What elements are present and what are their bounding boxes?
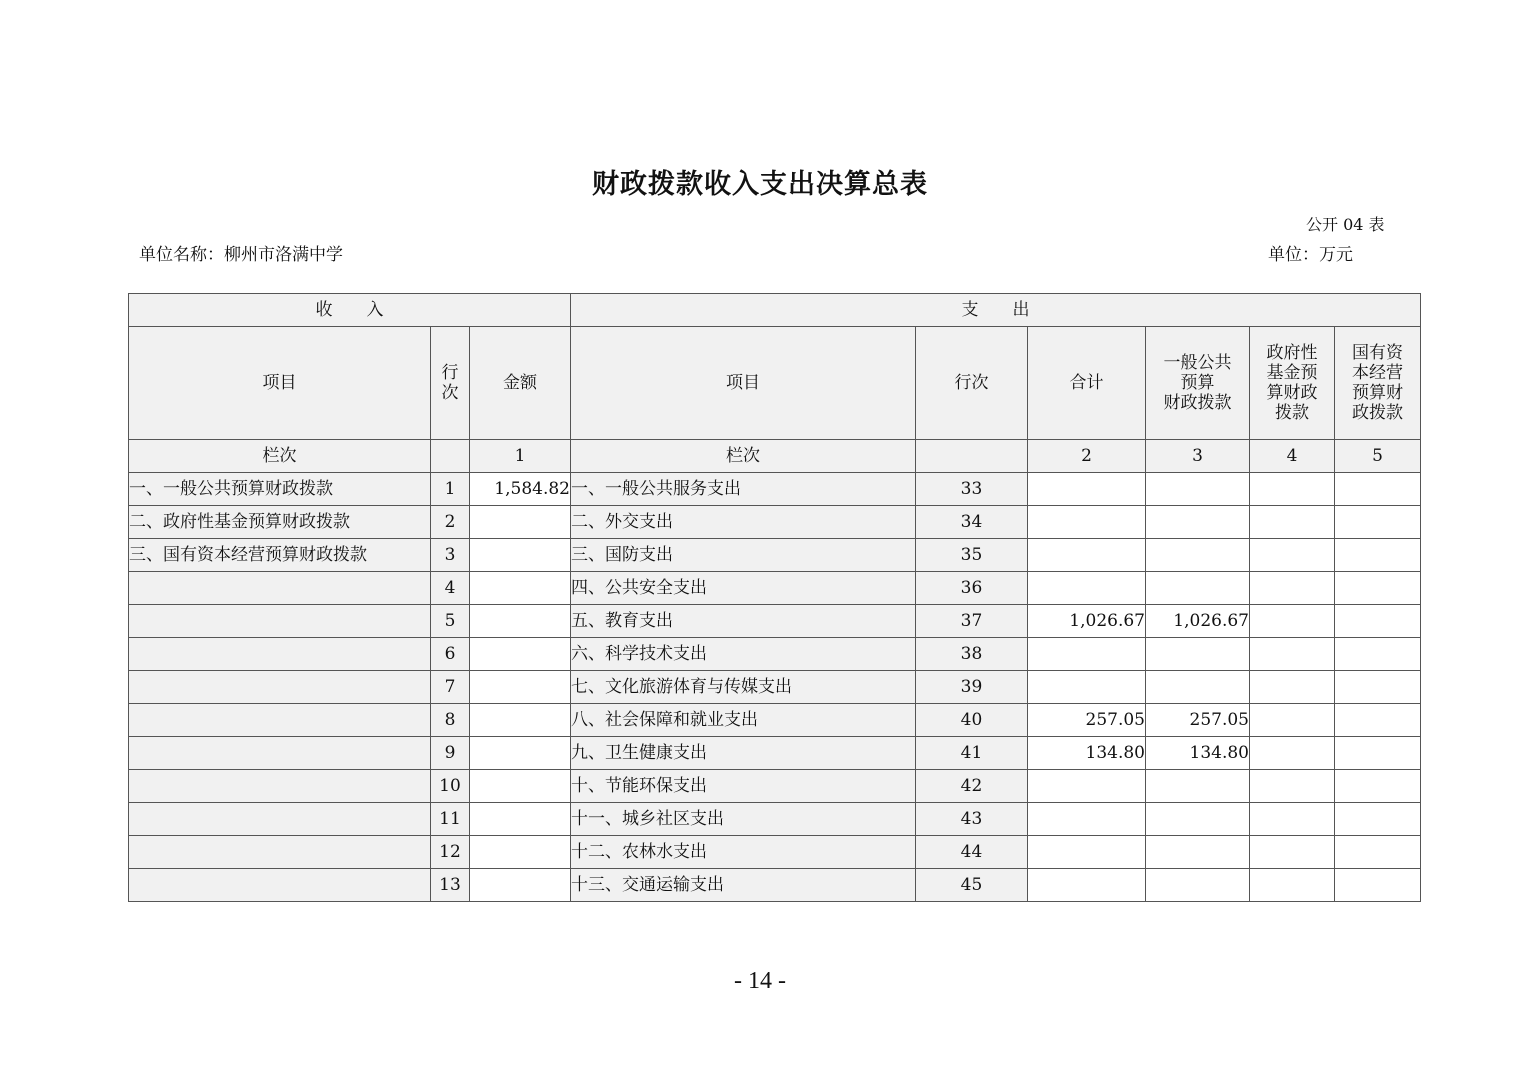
general-budget-cell <box>1146 473 1250 506</box>
general-budget-cell <box>1146 770 1250 803</box>
amount-cell <box>470 572 571 605</box>
income-item-cell <box>129 803 431 836</box>
gov-fund-cell <box>1250 605 1335 638</box>
header-part: 算财政 <box>1266 383 1318 403</box>
income-line-cell: 10 <box>431 770 470 803</box>
expense-header: 支 出 <box>571 294 1421 327</box>
general-budget-cell <box>1146 836 1250 869</box>
expense-line-cell: 44 <box>916 836 1028 869</box>
gov-fund-cell <box>1250 737 1335 770</box>
amount-cell <box>470 803 571 836</box>
total-cell: 257.05 <box>1028 704 1146 737</box>
col-number-4: 4 <box>1250 440 1335 473</box>
total-cell <box>1028 506 1146 539</box>
expense-item-cell: 六、科学技术支出 <box>571 638 916 671</box>
total-cell <box>1028 770 1146 803</box>
income-line-cell: 2 <box>431 506 470 539</box>
line-header-part: 行 <box>441 363 459 383</box>
table-row <box>129 770 1421 803</box>
state-capital-cell <box>1335 770 1421 803</box>
table-row <box>129 473 1421 506</box>
general-budget-cell: 134.80 <box>1146 737 1250 770</box>
col-label: 栏次 <box>129 440 431 473</box>
amount-cell <box>470 704 571 737</box>
gov-fund-header <box>1250 327 1335 440</box>
table-row <box>129 737 1421 770</box>
expense-item-cell: 八、社会保障和就业支出 <box>571 704 916 737</box>
state-capital-cell <box>1335 803 1421 836</box>
total-cell <box>1028 803 1146 836</box>
table-row <box>129 506 1421 539</box>
expense-item-cell: 十三、交通运输支出 <box>571 869 916 902</box>
header-row-columns <box>129 327 1421 440</box>
general-budget-header <box>1146 327 1250 440</box>
table-row <box>129 869 1421 902</box>
header-part: 预算财 <box>1352 383 1403 403</box>
expense-item-cell: 一、一般公共服务支出 <box>571 473 916 506</box>
table-row <box>129 605 1421 638</box>
expense-item-header: 项目 <box>571 327 916 440</box>
state-capital-cell <box>1335 539 1421 572</box>
unit-name: 单位名称：柳州市洛满中学 <box>139 245 343 265</box>
total-cell: 1,026.67 <box>1028 605 1146 638</box>
col-number-3: 3 <box>1146 440 1250 473</box>
line-header-part: 次 <box>441 383 459 403</box>
col-number-5: 5 <box>1335 440 1421 473</box>
income-item-cell: 三、国有资本经营预算财政拨款 <box>129 539 431 572</box>
general-budget-cell <box>1146 671 1250 704</box>
amount-cell <box>470 671 571 704</box>
income-item-cell: 二、政府性基金预算财政拨款 <box>129 506 431 539</box>
income-item-header: 项目 <box>129 327 431 440</box>
expense-item-cell: 十二、农林水支出 <box>571 836 916 869</box>
gov-fund-cell <box>1250 836 1335 869</box>
table-row <box>129 638 1421 671</box>
expense-line-cell: 45 <box>916 869 1028 902</box>
amount-cell <box>470 605 571 638</box>
income-item-cell <box>129 869 431 902</box>
gov-fund-cell <box>1250 803 1335 836</box>
income-line-cell: 8 <box>431 704 470 737</box>
total-cell <box>1028 473 1146 506</box>
state-capital-cell <box>1335 836 1421 869</box>
income-line-header <box>431 327 470 440</box>
header-part: 拨款 <box>1275 403 1309 423</box>
gov-fund-cell <box>1250 638 1335 671</box>
header-part: 财政拨款 <box>1163 393 1232 413</box>
header-part: 本经营 <box>1352 363 1403 383</box>
col-label-2: 栏次 <box>571 440 916 473</box>
general-budget-cell <box>1146 572 1250 605</box>
state-capital-header <box>1335 327 1421 440</box>
expense-item-cell: 五、教育支出 <box>571 605 916 638</box>
total-cell <box>1028 539 1146 572</box>
header-part: 预算 <box>1180 373 1215 393</box>
general-budget-cell: 257.05 <box>1146 704 1250 737</box>
table-row <box>129 572 1421 605</box>
expense-line-cell: 38 <box>916 638 1028 671</box>
header-part: 一般公共 <box>1163 353 1232 373</box>
income-item-cell: 一、一般公共预算财政拨款 <box>129 473 431 506</box>
income-item-cell <box>129 704 431 737</box>
gov-fund-cell <box>1250 770 1335 803</box>
table-row <box>129 836 1421 869</box>
gov-fund-cell <box>1250 869 1335 902</box>
expense-line-cell: 39 <box>916 671 1028 704</box>
state-capital-cell <box>1335 605 1421 638</box>
state-capital-cell <box>1335 869 1421 902</box>
budget-table <box>128 293 1421 902</box>
amount-cell <box>470 770 571 803</box>
gov-fund-cell <box>1250 506 1335 539</box>
header-part: 政拨款 <box>1352 403 1403 423</box>
state-capital-cell <box>1335 572 1421 605</box>
general-budget-cell <box>1146 539 1250 572</box>
expense-line-cell: 42 <box>916 770 1028 803</box>
income-item-cell <box>129 770 431 803</box>
general-budget-cell <box>1146 638 1250 671</box>
income-item-cell <box>129 638 431 671</box>
total-cell <box>1028 572 1146 605</box>
gov-fund-cell <box>1250 572 1335 605</box>
state-capital-cell <box>1335 671 1421 704</box>
general-budget-cell <box>1146 803 1250 836</box>
expense-line-cell: 33 <box>916 473 1028 506</box>
amount-cell <box>470 638 571 671</box>
expense-line-cell: 43 <box>916 803 1028 836</box>
total-cell <box>1028 638 1146 671</box>
page-number: - 14 - <box>734 968 786 994</box>
header-row-sections <box>129 294 1421 327</box>
state-capital-cell <box>1335 704 1421 737</box>
table-row <box>129 671 1421 704</box>
amount-header: 金额 <box>470 327 571 440</box>
income-line-cell: 5 <box>431 605 470 638</box>
general-budget-cell <box>1146 506 1250 539</box>
table-row <box>129 803 1421 836</box>
income-header: 收 入 <box>129 294 571 327</box>
amount-cell <box>470 539 571 572</box>
amount-cell <box>470 869 571 902</box>
income-item-cell <box>129 671 431 704</box>
expense-line-header: 行次 <box>916 327 1028 440</box>
income-item-cell <box>129 605 431 638</box>
income-line-cell: 7 <box>431 671 470 704</box>
total-cell: 134.80 <box>1028 737 1146 770</box>
total-cell <box>1028 836 1146 869</box>
total-cell <box>1028 869 1146 902</box>
form-number: 公开 04 表 <box>1306 215 1385 234</box>
income-line-cell: 3 <box>431 539 470 572</box>
gov-fund-cell <box>1250 704 1335 737</box>
state-capital-cell <box>1335 506 1421 539</box>
income-line-cell: 4 <box>431 572 470 605</box>
income-line-cell: 9 <box>431 737 470 770</box>
col-blank-2 <box>916 440 1028 473</box>
state-capital-cell <box>1335 473 1421 506</box>
expense-item-cell: 十、节能环保支出 <box>571 770 916 803</box>
income-line-cell: 13 <box>431 869 470 902</box>
header-row-col-numbers <box>129 440 1421 473</box>
expense-line-cell: 40 <box>916 704 1028 737</box>
gov-fund-cell <box>1250 671 1335 704</box>
header-part: 政府性 <box>1266 343 1318 363</box>
expense-line-cell: 36 <box>916 572 1028 605</box>
col-number-1: 1 <box>470 440 571 473</box>
table-row <box>129 704 1421 737</box>
income-item-cell <box>129 836 431 869</box>
expense-line-cell: 34 <box>916 506 1028 539</box>
expense-item-cell: 九、卫生健康支出 <box>571 737 916 770</box>
expense-item-cell: 二、外交支出 <box>571 506 916 539</box>
income-line-cell: 11 <box>431 803 470 836</box>
amount-cell <box>470 506 571 539</box>
state-capital-cell <box>1335 737 1421 770</box>
expense-item-cell: 四、公共安全支出 <box>571 572 916 605</box>
header-part: 国有资 <box>1352 343 1403 363</box>
amount-cell: 1,584.82 <box>470 473 571 506</box>
expense-item-cell: 七、文化旅游体育与传媒支出 <box>571 671 916 704</box>
income-line-cell: 1 <box>431 473 470 506</box>
general-budget-cell <box>1146 869 1250 902</box>
expense-item-cell: 十一、城乡社区支出 <box>571 803 916 836</box>
header-part: 基金预 <box>1266 363 1318 383</box>
expense-item-cell: 三、国防支出 <box>571 539 916 572</box>
unit-label: 单位：万元 <box>1268 245 1353 265</box>
gov-fund-cell <box>1250 539 1335 572</box>
table-row <box>129 539 1421 572</box>
income-line-cell: 12 <box>431 836 470 869</box>
amount-cell <box>470 836 571 869</box>
page-title: 财政拨款收入支出决算总表 <box>592 169 928 200</box>
amount-cell <box>470 737 571 770</box>
total-cell <box>1028 671 1146 704</box>
expense-line-cell: 41 <box>916 737 1028 770</box>
general-budget-cell: 1,026.67 <box>1146 605 1250 638</box>
col-number-2: 2 <box>1028 440 1146 473</box>
income-item-cell <box>129 572 431 605</box>
state-capital-cell <box>1335 638 1421 671</box>
gov-fund-cell <box>1250 473 1335 506</box>
income-line-cell: 6 <box>431 638 470 671</box>
expense-line-cell: 35 <box>916 539 1028 572</box>
total-header: 合计 <box>1028 327 1146 440</box>
income-item-cell <box>129 737 431 770</box>
col-blank <box>431 440 470 473</box>
expense-line-cell: 37 <box>916 605 1028 638</box>
